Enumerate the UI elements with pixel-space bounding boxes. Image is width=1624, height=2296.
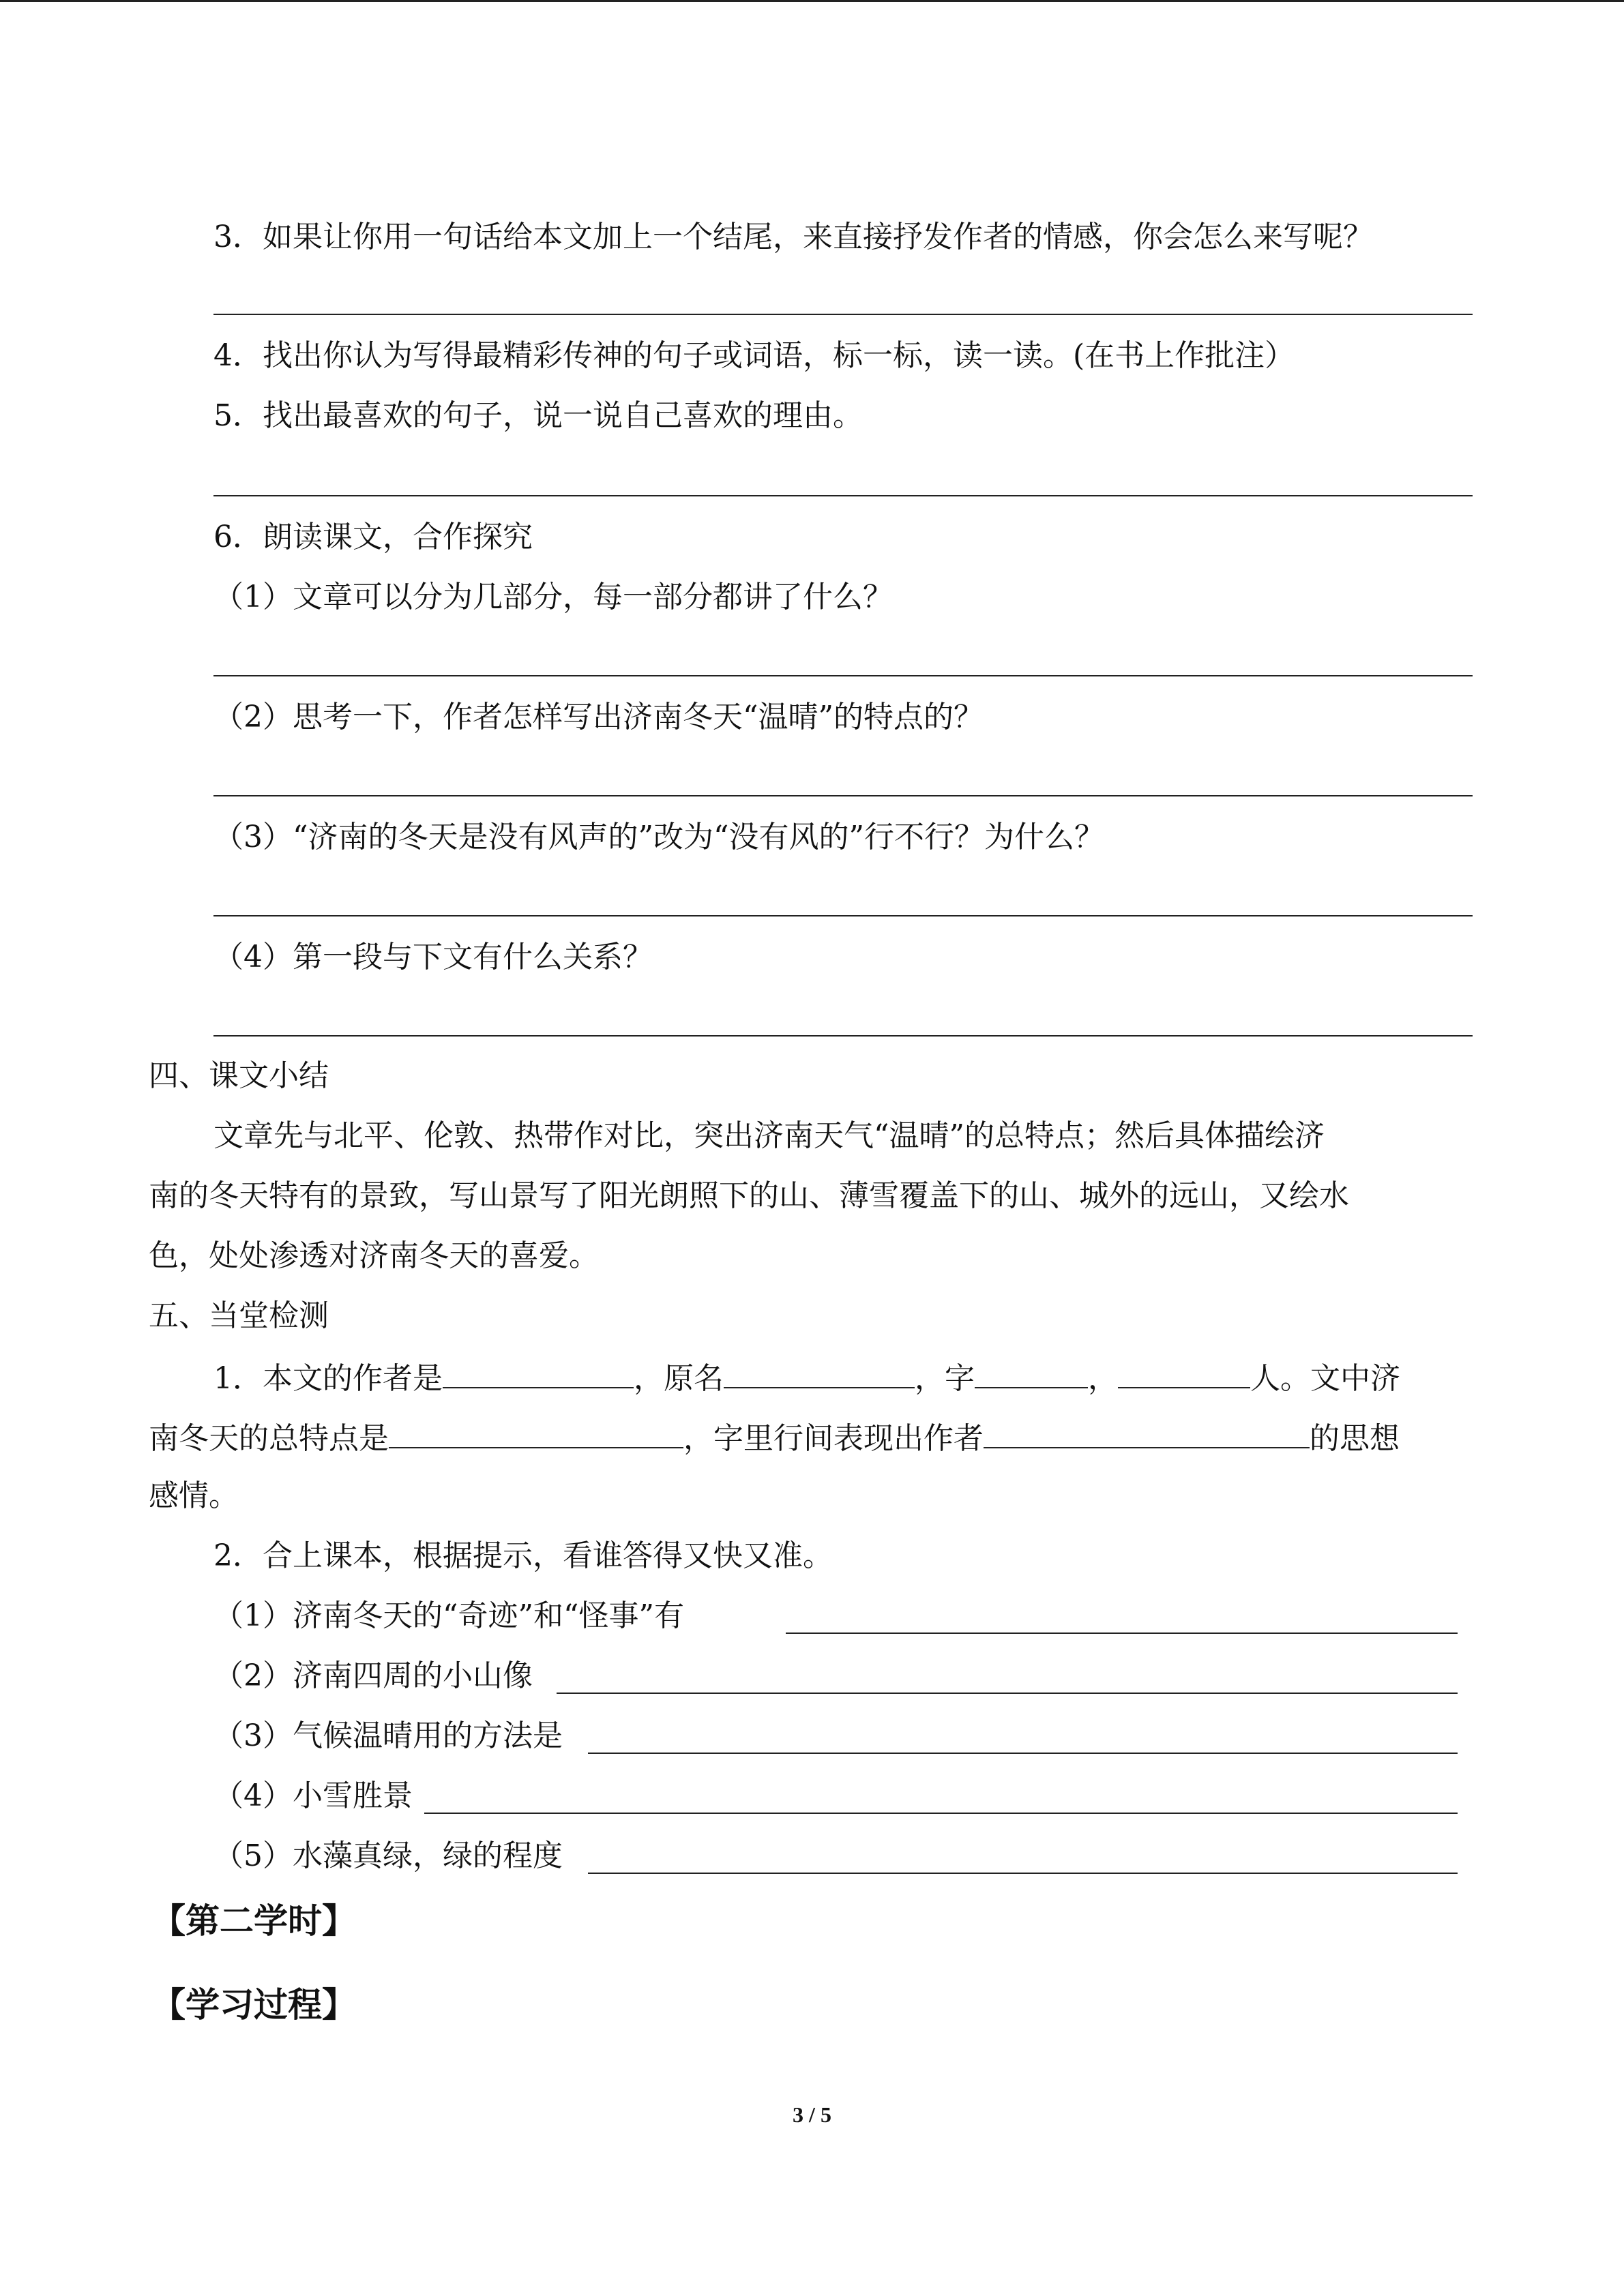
answer-line-q6-1[interactable] [213, 675, 1473, 676]
question-6-1: （1）文章可以分为几部分，每一部分都讲了什么？ [213, 580, 893, 614]
test-item-1-line-2 [149, 1416, 1400, 1459]
test-item-1-line-3: 感情。 [149, 1478, 239, 1513]
test-item-1-line-1 [213, 1356, 1400, 1399]
test-heading: 五、当堂检测 [149, 1298, 329, 1333]
answer-line-q3[interactable] [213, 314, 1473, 315]
test-item-2: 2．合上课本，根据提示，看谁答得又快又准。 [213, 1538, 833, 1573]
summary-heading: 四、课文小结 [149, 1058, 329, 1093]
test-item-1-hometown-label: 人。文中济 [1250, 1361, 1400, 1396]
page-number: 3 / 5 [793, 2102, 831, 2127]
answer-line-sub-3[interactable] [588, 1753, 1458, 1754]
test-item-1-author-feeling-label: ，字里行间表现出作者 [683, 1421, 984, 1456]
summary-line-1: 文章先与北平、伦敦、热带作对比，突出济南天气“温晴”的总特点；然后具体描绘济 [213, 1118, 1325, 1153]
question-6-4: （4）第一段与下文有什么关系？ [213, 940, 653, 974]
blank-courtesy-name[interactable] [975, 1356, 1088, 1388]
question-3: 3．如果让你用一句话给本文加上一个结尾，来直接抒发作者的情感，你会怎么来写呢？ [213, 220, 1373, 254]
answer-line-q6-3[interactable] [213, 915, 1473, 916]
test-item-1-comma: ， [1088, 1361, 1118, 1396]
summary-line-2: 南的冬天特有的景致，写山景写了阳光朗照下的山、薄雪覆盖下的山、城外的远山，又绘水 [149, 1178, 1349, 1213]
blank-author-feeling[interactable] [984, 1416, 1310, 1448]
blank-original-name[interactable] [724, 1356, 915, 1388]
test-item-1-thought-label: 的思想 [1310, 1421, 1400, 1456]
question-6-3: （3）“济南的冬天是没有风声的”改为“没有风的”行不行？为什么？ [213, 820, 1104, 854]
answer-line-sub-1[interactable] [786, 1632, 1458, 1634]
section-learning-process: 【学习过程】 [151, 1985, 356, 2025]
test-item-1-courtesy-label: ，字 [915, 1361, 975, 1396]
top-border [0, 0, 1624, 2]
blank-hometown[interactable] [1118, 1356, 1250, 1388]
test-sub-3: （3）气候温晴用的方法是 [213, 1718, 563, 1753]
answer-line-q6-4[interactable] [213, 1035, 1473, 1037]
answer-line-sub-4[interactable] [424, 1813, 1458, 1814]
test-item-1-author-label: 1．本文的作者是 [213, 1361, 443, 1396]
test-item-1-origname-label: ，原名 [634, 1361, 724, 1396]
test-sub-1: （1）济南冬天的“奇迹”和“怪事”有 [213, 1598, 684, 1633]
question-5: 5．找出最喜欢的句子，说一说自己喜欢的理由。 [213, 398, 863, 433]
blank-author[interactable] [443, 1356, 634, 1388]
test-sub-2: （2）济南四周的小山像 [213, 1658, 533, 1693]
question-6-2: （2）思考一下，作者怎样写出济南冬天“温晴”的特点的？ [213, 700, 984, 734]
answer-line-sub-2[interactable] [557, 1693, 1458, 1694]
question-4: 4．找出你认为写得最精彩传神的句子或词语，标一标，读一读。(在书上作批注） [213, 338, 1295, 373]
blank-main-feature[interactable] [389, 1416, 683, 1448]
test-sub-5: （5）水藻真绿，绿的程度 [213, 1838, 563, 1873]
test-item-1-feature-label: 南冬天的总特点是 [149, 1421, 389, 1456]
answer-line-q6-2[interactable] [213, 795, 1473, 796]
answer-line-q5[interactable] [213, 495, 1473, 496]
section-second-period: 【第二学时】 [151, 1901, 356, 1941]
summary-line-3: 色，处处渗透对济南冬天的喜爱。 [149, 1238, 599, 1273]
test-sub-4: （4）小雪胜景 [213, 1778, 413, 1813]
answer-line-sub-5[interactable] [588, 1873, 1458, 1874]
question-6: 6．朗读课文，合作探究 [213, 520, 533, 554]
